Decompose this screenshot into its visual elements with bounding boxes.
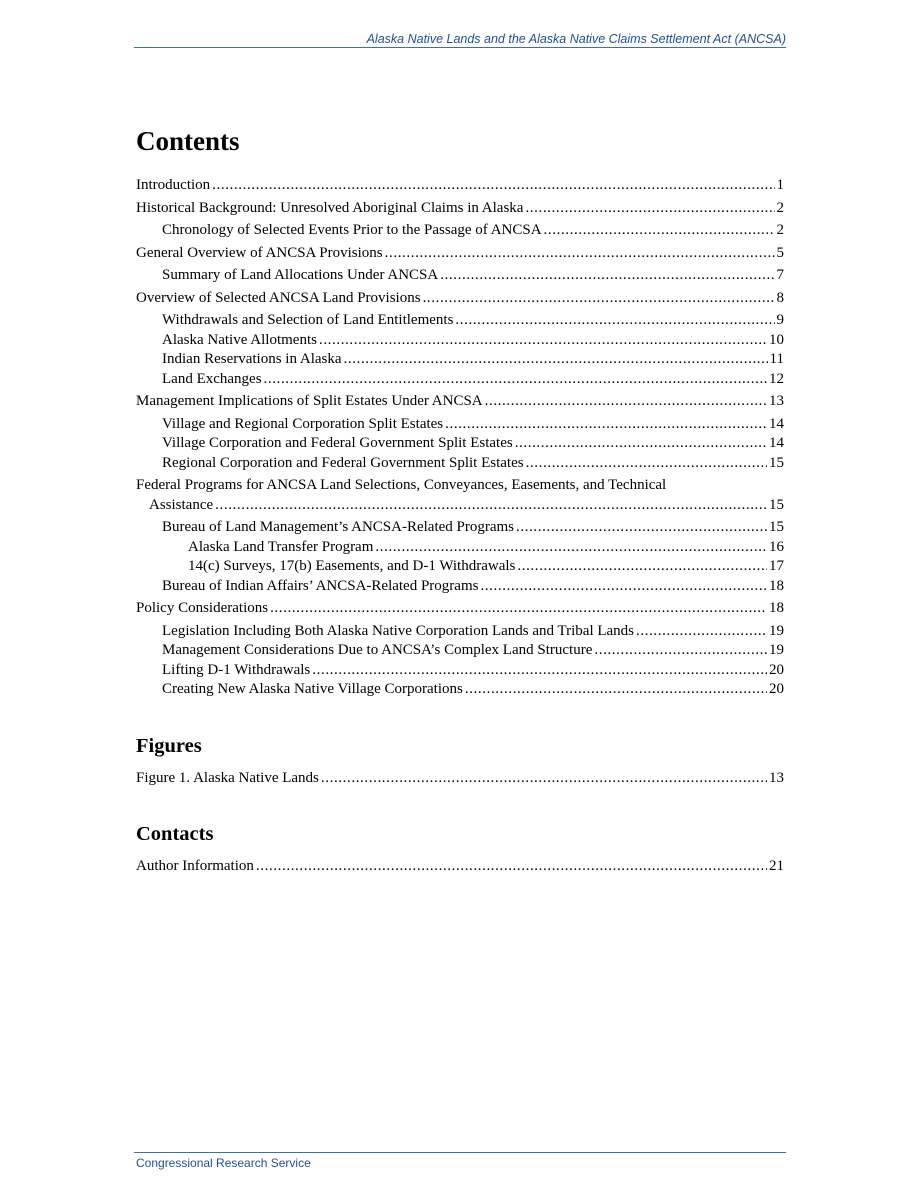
toc-entry-page: 13 — [769, 769, 784, 786]
toc-entry-creating-corporations[interactable] — [136, 680, 784, 700]
toc-entry-regional-federal-split[interactable] — [136, 454, 784, 474]
toc-leader — [215, 496, 767, 516]
toc-leader — [321, 769, 767, 789]
section-spacer — [136, 700, 784, 733]
toc-entry-blm-programs[interactable] — [136, 518, 784, 538]
toc-entry-title: Bureau of Indian Affairs’ ANCSA-Related Programs — [162, 577, 479, 594]
toc-entry-overview-land-provisions[interactable] — [136, 289, 784, 309]
header-rule — [134, 47, 786, 48]
toc-entry-native-allotments[interactable] — [136, 331, 784, 351]
toc-entry-page: 2 — [776, 199, 784, 216]
toc-entry-title: Figure 1. Alaska Native Lands — [136, 769, 319, 786]
toc-entry-title: Creating New Alaska Native Village Corporations — [162, 681, 463, 697]
toc-entry-page: 7 — [776, 267, 784, 283]
toc-entry-page: 11 — [769, 351, 784, 367]
toc-leader — [544, 221, 775, 241]
contents-heading: Contents — [136, 126, 240, 156]
figures-heading: Figures — [136, 734, 202, 757]
toc-entry-village-regional-split[interactable] — [136, 415, 784, 435]
toc-entry-page: 17 — [769, 558, 784, 574]
toc-entry-federal-programs[interactable] — [136, 476, 784, 496]
toc-entry-title-line2: Assistance — [149, 496, 214, 513]
toc-entry-title-line1: Federal Programs for ANCSA Land Selections, Conveyances, Easements, and Technical — [136, 477, 667, 493]
toc-entry-surveys-easements[interactable] — [136, 557, 784, 577]
toc-entry-page: 18 — [769, 600, 784, 616]
toc-entry-management-implications[interactable] — [136, 392, 784, 412]
footer-rule — [134, 1152, 786, 1153]
toc-entry-title: 14(c) Surveys, 17(b) Easements, and D-1 Withdrawals — [188, 558, 516, 574]
toc-entry-figure-1[interactable] — [136, 769, 784, 789]
toc-entry-title: Withdrawals and Selection of Land Entitlements — [162, 312, 454, 328]
toc-entry-title: General Overview of ANCSA Provisions — [136, 244, 383, 261]
toc-entry-title: Historical Background: Unresolved Aboriginal Claims in Alaska — [136, 199, 524, 216]
toc-leader — [480, 577, 767, 597]
toc-entry-title: Management Considerations Due to ANCSA’s Complex Land Structure — [162, 642, 593, 658]
toc-entry-title: Author Information — [136, 858, 254, 874]
toc-entry-page: 19 — [769, 642, 784, 658]
toc-leader — [212, 176, 774, 196]
toc-entry-title: Legislation Including Both Alaska Native Corporation Lands and Tribal Lands — [162, 622, 635, 639]
toc-entry-federal-programs-cont[interactable] — [136, 496, 784, 516]
toc-leader — [312, 661, 767, 681]
toc-entry-page: 9 — [776, 312, 784, 328]
toc-entry-page: 14 — [769, 435, 784, 451]
toc-entry-title: Overview of Selected ANCSA Land Provisions — [136, 289, 421, 306]
toc-entry-page: 15 — [769, 496, 784, 513]
toc-leader — [525, 199, 774, 219]
toc-entry-title: Introduction — [136, 177, 211, 193]
toc-entry-title: Village Corporation and Federal Government Split Estates — [162, 435, 513, 451]
toc-entry-indian-reservations[interactable] — [136, 350, 784, 370]
toc-leader — [445, 415, 767, 435]
toc-entry-page: 2 — [776, 222, 784, 238]
toc-leader — [385, 244, 775, 264]
toc-entry-page: 5 — [776, 244, 784, 261]
toc-entry-page: 20 — [769, 661, 784, 678]
toc-entry-title: Summary of Land Allocations Under ANCSA — [162, 267, 439, 283]
toc-entry-title: Alaska Land Transfer Program — [188, 538, 374, 555]
section-spacer — [136, 788, 784, 821]
running-header: Alaska Native Lands and the Alaska Native Claims Settlement Act (ANCSA) — [366, 32, 786, 46]
toc-entry-page: 16 — [769, 538, 784, 555]
toc-leader — [636, 622, 767, 642]
toc-leader — [526, 454, 767, 474]
toc-entry-title: Village and Regional Corporation Split Estates — [162, 415, 444, 432]
toc-entry-management-considerations[interactable] — [136, 641, 784, 661]
toc-entry-page: 12 — [769, 370, 784, 387]
toc-leader — [423, 289, 775, 309]
toc-leader — [344, 350, 768, 370]
toc-entry-policy-considerations[interactable] — [136, 599, 784, 619]
toc-entry-page: 18 — [769, 577, 784, 594]
toc-entry-general-overview[interactable] — [136, 244, 784, 264]
toc-entry-summary-land-allocations[interactable] — [136, 266, 784, 286]
toc-entry-legislation[interactable] — [136, 622, 784, 642]
toc-entry-page: 19 — [769, 622, 784, 639]
toc-entry-page: 13 — [769, 393, 784, 409]
toc-leader — [440, 266, 774, 286]
toc-leader — [517, 557, 767, 577]
toc-entry-land-transfer-program[interactable] — [136, 538, 784, 558]
toc-entry-title: Alaska Native Allotments — [162, 331, 317, 348]
toc-leader — [375, 538, 767, 558]
toc-entry-title: Lifting D-1 Withdrawals — [162, 661, 311, 678]
toc-leader — [594, 641, 767, 661]
toc-entry-village-federal-split[interactable] — [136, 434, 784, 454]
toc-entry-withdrawals-selection[interactable] — [136, 311, 784, 331]
toc-entry-page: 10 — [769, 331, 784, 348]
toc-entry-title: Management Implications of Split Estates Under ANCSA — [136, 393, 483, 409]
toc-entry-page: 15 — [769, 454, 784, 471]
toc-entry-page: 20 — [769, 681, 784, 697]
toc-entry-bia-programs[interactable] — [136, 577, 784, 597]
toc-entry-page: 14 — [769, 415, 784, 432]
toc-entry-author-information[interactable] — [136, 857, 784, 877]
toc-entry-page: 1 — [776, 177, 784, 193]
toc-leader — [516, 518, 767, 538]
toc-entry-lifting-withdrawals[interactable] — [136, 661, 784, 681]
toc-entry-page: 21 — [769, 858, 784, 874]
toc-entry-title: Bureau of Land Management’s ANCSA-Related Programs — [162, 519, 515, 535]
toc-leader — [270, 599, 767, 619]
toc-entry-land-exchanges[interactable] — [136, 370, 784, 390]
toc-entry-title: Indian Reservations in Alaska — [162, 351, 342, 367]
toc-entry-chronology[interactable] — [136, 221, 784, 241]
toc-entry-title: Policy Considerations — [136, 600, 269, 616]
table-of-contents — [136, 124, 784, 877]
toc-leader — [256, 857, 767, 877]
toc-entry-introduction[interactable] — [136, 176, 784, 196]
toc-leader — [465, 680, 767, 700]
toc-leader — [264, 370, 767, 390]
toc-entry-page: 15 — [769, 519, 784, 535]
toc-leader — [485, 392, 767, 412]
toc-entry-title: Regional Corporation and Federal Government Split Estates — [162, 454, 524, 471]
toc-entry-page: 8 — [776, 289, 784, 306]
toc-leader — [455, 311, 774, 331]
running-footer: Congressional Research Service — [136, 1156, 311, 1170]
toc-entry-title: Chronology of Selected Events Prior to the Passage of ANCSA — [162, 222, 542, 238]
toc-entry-historical-background[interactable] — [136, 199, 784, 219]
toc-leader — [515, 434, 767, 454]
toc-leader — [319, 331, 767, 351]
toc-entry-title: Land Exchanges — [162, 370, 262, 387]
contacts-heading: Contacts — [136, 823, 214, 845]
